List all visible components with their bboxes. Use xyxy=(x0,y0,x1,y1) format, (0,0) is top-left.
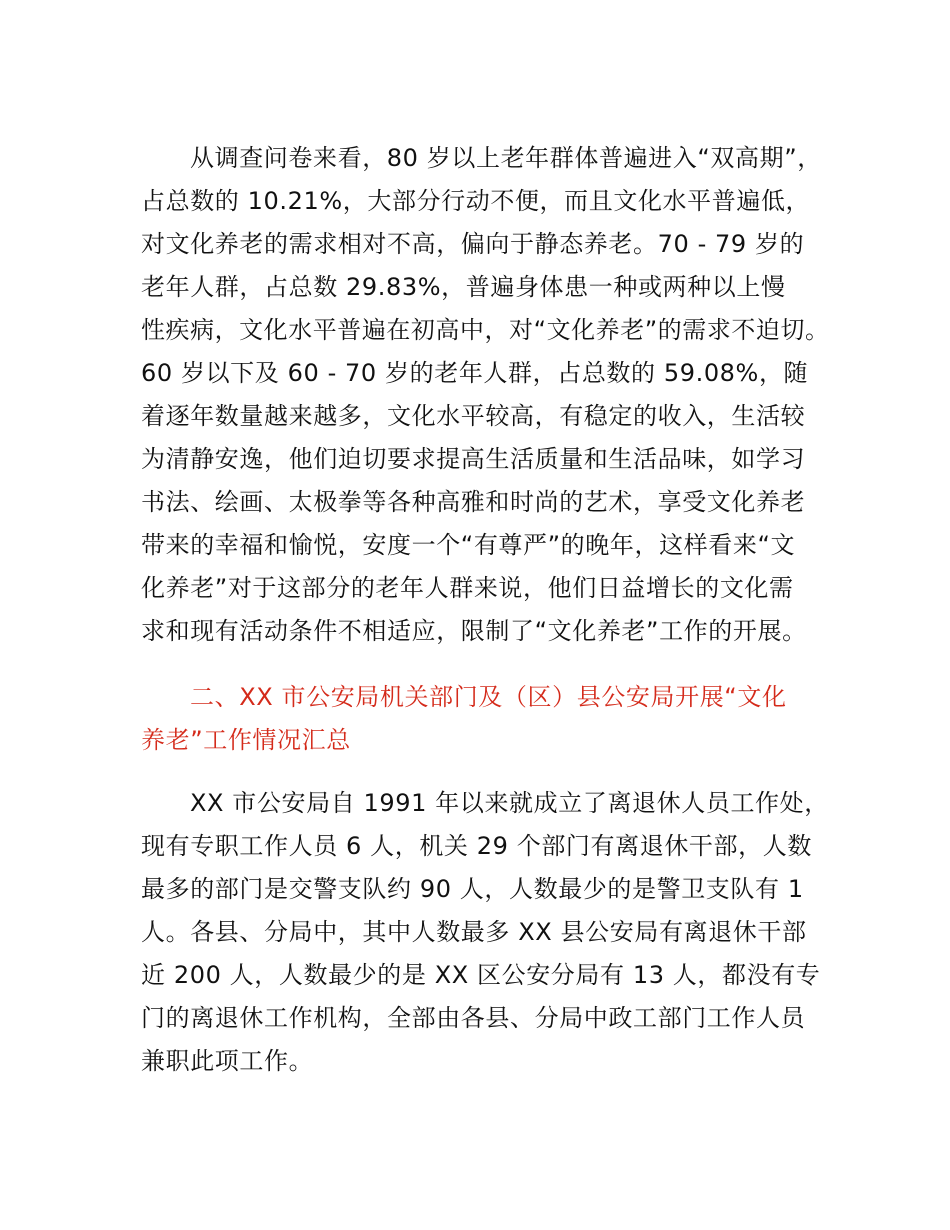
paragraph-2-line: XX 市公安局自 1991 年以来就成立了离退休人员工作处， xyxy=(190,789,829,817)
paragraph-1-line: 性疾病，文化水平普遍在初高中，对“文化养老”的需求不迫切。 xyxy=(141,316,830,344)
section-heading-line: 二、XX 市公安局机关部门及（区）县公安局开展“文化 xyxy=(190,683,787,711)
paragraph-2-line: 最多的部门是交警支队约 90 人，人数最少的是警卫支队有 1 xyxy=(141,875,804,903)
paragraph-1-line: 化养老”对于这部分的老年人群来说，他们日益增长的文化需 xyxy=(141,574,794,602)
paragraph-1-line: 60 岁以下及 60 - 70 岁的老年人群，占总数的 59.08%，随 xyxy=(141,359,809,387)
paragraph-2-line: 兼职此项工作。 xyxy=(141,1047,314,1075)
section-heading-line: 养老”工作情况汇总 xyxy=(141,726,351,754)
paragraph-1-line: 着逐年数量越来越多，文化水平较高，有稳定的收入，生活较 xyxy=(141,402,806,430)
paragraph-1-line: 占总数的 10.21%，大部分行动不便，而且文化水平普遍低， xyxy=(141,187,811,215)
paragraph-1-line: 从调查问卷来看，80 岁以上老年群体普遍进入“双高期”， xyxy=(190,144,822,172)
paragraph-1-line: 求和现有活动条件不相适应，限制了“文化养老”工作的开展。 xyxy=(141,617,807,645)
paragraph-1-line: 书法、绘画、太极拳等各种高雅和时尚的艺术，享受文化养老 xyxy=(141,488,806,516)
paragraph-2-line: 现有专职工作人员 6 人，机关 29 个部门有离退休干部，人数 xyxy=(141,832,812,860)
paragraph-2-line: 门的离退休工作机构，全部由各县、分局中政工部门工作人员 xyxy=(141,1004,806,1032)
paragraph-1-line: 对文化养老的需求相对不高，偏向于静态养老。70 - 79 岁的 xyxy=(141,230,805,258)
paragraph-1-line: 为清静安逸，他们迫切要求提高生活质量和生活品味，如学习 xyxy=(141,445,806,473)
paragraph-1-line: 带来的幸福和愉悦，安度一个“有尊严”的晚年，这样看来“文 xyxy=(141,531,796,559)
paragraph-2-line: 人。各县、分局中，其中人数最多 XX 县公安局有离退休干部 xyxy=(141,918,807,946)
paragraph-2-line: 近 200 人，人数最少的是 XX 区公安分局有 13 人，都没有专 xyxy=(141,961,821,989)
paragraph-1-line: 老年人群，占总数 29.83%，普遍身体患一种或两种以上慢 xyxy=(141,273,786,301)
